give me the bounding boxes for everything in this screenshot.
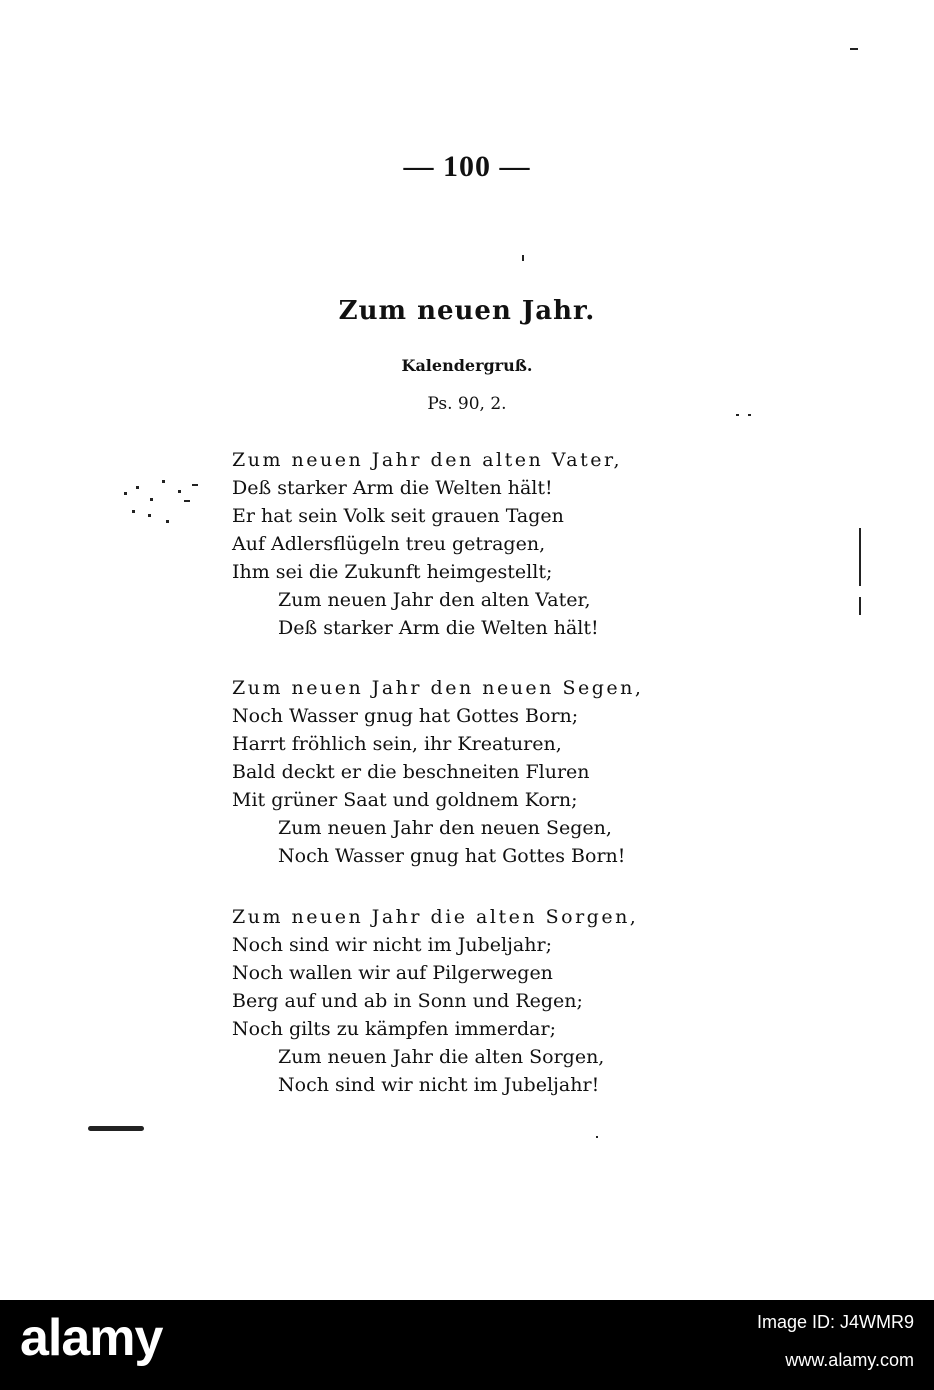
poem-line: Noch sind wir nicht im Jubeljahr! <box>278 1074 600 1096</box>
poem-line: Deß starker Arm die Welten hält! <box>278 617 599 639</box>
scan-speck <box>88 1126 144 1131</box>
scan-speck <box>184 500 190 502</box>
scan-speck <box>162 480 165 483</box>
poem-subtitle: Kalendergruß. <box>401 356 533 375</box>
poem-line: Mit grüner Saat und goldnem Korn; <box>232 789 578 811</box>
scan-speck <box>192 484 198 486</box>
image-id-text: Image ID: J4WMR9 <box>756 1312 914 1332</box>
poem-line: Er hat sein Volk seit grauen Tagen <box>232 505 564 527</box>
scan-speck <box>166 520 169 523</box>
brand-logo: alamy <box>20 1309 163 1367</box>
scan-speck <box>136 486 139 489</box>
poem-line: Deß starker Arm die Welten hält! <box>232 477 553 499</box>
scan-speck <box>132 510 135 513</box>
scan-speck <box>596 1136 598 1138</box>
scan-speck <box>736 414 739 416</box>
scan-speck <box>148 514 151 517</box>
scan-speck <box>150 498 153 501</box>
poem-line: Noch wallen wir auf Pilgerwegen <box>232 962 553 984</box>
scan-speck <box>522 255 524 261</box>
poem-line: Zum neuen Jahr den alten Vater, <box>232 449 622 471</box>
scan-speck <box>859 597 861 615</box>
psalm-reference: Ps. 90, 2. <box>427 394 507 414</box>
poem-line: Bald deckt er die beschneiten Fluren <box>232 761 590 783</box>
poem-line: Zum neuen Jahr den neuen Segen, <box>278 817 612 839</box>
poem-line: Zum neuen Jahr die alten Sorgen, <box>278 1046 605 1068</box>
scan-speck <box>748 414 751 416</box>
scan-speck <box>850 48 858 50</box>
poem-line: Noch Wasser gnug hat Gottes Born; <box>232 705 579 727</box>
poem-line: Zum neuen Jahr den alten Vater, <box>278 589 591 611</box>
scan-speck <box>178 490 181 493</box>
poem-line: Noch Wasser gnug hat Gottes Born! <box>278 845 626 867</box>
poem-line: Ihm sei die Zukunft heimgestellt; <box>232 561 553 583</box>
poem-line: Auf Adlersflügeln treu getragen, <box>232 533 546 555</box>
stanza-1 <box>232 446 692 642</box>
poem-line: Noch gilts zu kämpfen immerdar; <box>232 1018 556 1040</box>
poem-line: Zum neuen Jahr die alten Sorgen, <box>232 906 639 928</box>
scan-speck <box>859 528 861 586</box>
stanza-2 <box>232 674 692 870</box>
poem-title: Zum neuen Jahr. <box>338 296 596 326</box>
site-url-text: www.alamy.com <box>785 1350 914 1370</box>
stanza-3 <box>232 903 692 1099</box>
poem-line: Zum neuen Jahr den neuen Segen, <box>232 677 644 699</box>
poem-line: Harrt fröhlich sein, ihr Kreaturen, <box>232 733 562 755</box>
poem-line: Noch sind wir nicht im Jubeljahr; <box>232 934 552 956</box>
page-number: — 100 — <box>403 150 531 183</box>
poem-line: Berg auf und ab in Sonn und Regen; <box>232 990 583 1012</box>
scan-speck <box>124 492 127 495</box>
